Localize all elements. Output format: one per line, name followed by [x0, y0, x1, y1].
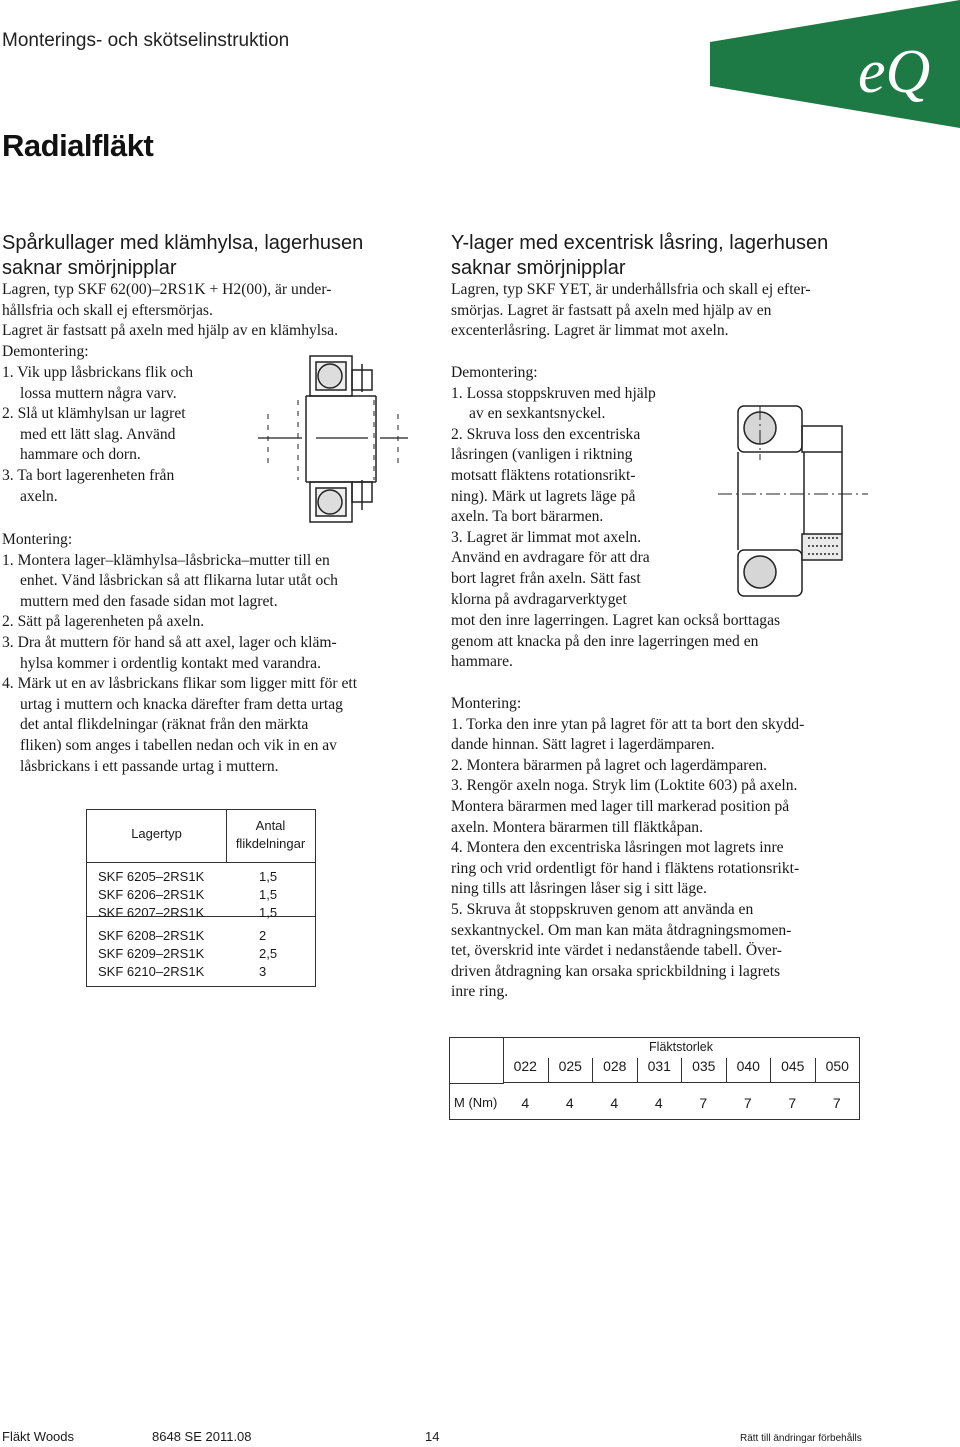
- table-row: SKF 6208–2RS1K: [98, 928, 205, 943]
- footer-page-number: 14: [425, 1429, 440, 1444]
- right-demontering-step-3-continued: mot den inre lagerringen. Lagret kan också borttagas genom att knacka på den inre lagerringen med en hammare.: [451, 612, 781, 671]
- left-intro: Lagren, typ SKF 62(00)–2RS1K + H2(00), är under- hållsfria och skall ej eftersmörjas. Lagret är fastsatt på axeln med hjälp av en klämhylsa. Demontering:: [2, 280, 422, 362]
- torque-table-corner: [450, 1038, 504, 1084]
- right-montering-step-4: 4. Montera den excentriska låsringen mot lagrets inre ring och vrid ordentligt för hand i fläktens rotationsrikt- ning tills att låsringen låser sig i sitt läge.: [451, 839, 800, 898]
- lagertyp-table: [86, 809, 316, 987]
- torque-size-045: 045: [770, 1058, 815, 1082]
- torque-size-040: 040: [726, 1058, 771, 1082]
- torque-size-031: 031: [637, 1058, 682, 1082]
- left-montering-step-1: 1. Montera lager–klämhylsa–låsbricka–mutter till en enhet. Vänd låsbrickan så att flikarna lutar utåt och muttern med den fasade sidan mot lagret.: [2, 551, 338, 610]
- torque-table: [449, 1037, 860, 1120]
- torque-value-040: 7: [743, 1095, 752, 1111]
- header-title: Monterings- och skötselinstruktion: [2, 30, 290, 51]
- torque-value-022: 4: [521, 1095, 530, 1111]
- left-demontering-step-1: 1. Vik upp låsbrickans flik och lossa muttern några varv.: [2, 364, 194, 402]
- footer-company: Fläkt Woods: [2, 1429, 75, 1444]
- table-row: SKF 6205–2RS1K: [98, 869, 205, 884]
- torque-value-035: 7: [699, 1095, 708, 1111]
- right-section-heading: [451, 231, 871, 281]
- table-group2-types: [98, 927, 204, 981]
- left-montering-step-2: 2. Sätt på lagerenheten på axeln.: [2, 613, 205, 631]
- eq-logo: [710, 0, 960, 128]
- left-heading-line: saknar smörjnipplar: [2, 257, 177, 279]
- table-header-lagertyp: Lagertyp: [131, 826, 182, 841]
- right-heading-line: Y-lager med excentrisk låsring, lagerhusen: [451, 232, 829, 254]
- right-montering-step-1: 1. Torka den inre ytan på lagret för att ta bort den skydd- dande hinnan. Sätt lagret i lagerdämparen.: [451, 715, 805, 754]
- right-heading-line: saknar smörjnipplar: [451, 257, 626, 279]
- right-demontering-label: Demontering:: [451, 364, 538, 381]
- table-header-antal: Antal flikdelningar: [235, 818, 306, 851]
- left-montering-step-3: 3. Dra åt muttern för hand så att axel, lager och kläm- hylsa kommer i ordentlig kontakt med varandra.: [2, 633, 337, 672]
- left-section-heading: [2, 231, 422, 281]
- left-montering: [2, 530, 422, 777]
- right-montering-label: Montering:: [451, 695, 522, 712]
- torque-value-045: 7: [788, 1095, 797, 1111]
- right-montering-step-2: 2. Montera bärarmen på lagret och lagerdämparen.: [451, 756, 768, 774]
- torque-value-028: 4: [610, 1095, 619, 1111]
- table-row: SKF 6209–2RS1K: [98, 946, 205, 961]
- table-row: SKF 6207–2RS1K: [98, 905, 205, 920]
- table-row: SKF 6206–2RS1K: [98, 887, 205, 902]
- table-group2-values: 2 2,5 3: [259, 928, 278, 979]
- torque-row-label: M (Nm): [454, 1095, 498, 1110]
- right-demontering-step-3: 3. Lagret är limmat mot axeln. Använd en avdragare för att dra bort lagret från axeln. Sätt fast klorna på avdragarverktyget: [451, 528, 650, 608]
- torque-size-050: 050: [815, 1058, 860, 1082]
- right-montering-step-3: 3. Rengör axeln noga. Stryk lim (Loktite 603) på axeln. Montera bärarmen med lager till markerad position på axeln. Montera bärarmen till fläktkåpan.: [451, 777, 798, 836]
- footer-disclaimer: Rätt till ändringar förbehålls: [740, 1433, 862, 1444]
- footer-doc-id: 8648 SE 2011.08: [152, 1429, 252, 1444]
- table-group1-values: 1,5 1,5 1,5: [259, 869, 278, 920]
- torque-size-025: 025: [548, 1058, 593, 1082]
- torque-value-050: 7: [832, 1095, 841, 1111]
- right-montering: [451, 694, 857, 1003]
- left-montering-label: Montering:: [2, 531, 73, 548]
- table-group1-types: [98, 868, 204, 922]
- torque-value-025: 4: [565, 1095, 574, 1111]
- left-demontering-steps: [2, 363, 234, 507]
- page-title: Radialfläkt: [2, 128, 154, 163]
- right-demontering: [451, 363, 691, 610]
- right-intro: Lagren, typ SKF YET, är underhållsfria och skall ej efter- smörjas. Lagret är fastsatt på axeln med hjälp av en excenterlåsring. Lagret är limmat mot axeln.: [451, 281, 811, 340]
- torque-size-035: 035: [681, 1058, 726, 1082]
- torque-size-028: 028: [592, 1058, 637, 1082]
- logo-text: eQ: [858, 38, 931, 106]
- y-bearing-eccentric-ring-drawing: [718, 400, 868, 605]
- torque-value-031: 4: [654, 1095, 663, 1111]
- left-heading-line: Spårkullager med klämhylsa, lagerhusen: [2, 232, 364, 254]
- left-demontering-step-3: 3. Ta bort lagerenheten från axeln.: [2, 466, 175, 505]
- torque-size-022: 022: [513, 1058, 537, 1074]
- bearing-adapter-sleeve-drawing: [258, 350, 408, 525]
- right-montering-step-5: 5. Skruva åt stoppskruven genom att använda en sexkantnyckel. Om man kan mäta åtdragningsmomen- tet, överskrid inte värdet i nedanstående tabell. Över- driven åtdragning kan orsaka sprickbildning i lagrets inre ring.: [451, 900, 792, 1001]
- right-demontering-step-1: 1. Lossa stoppskruven med hjälp av en sexkantsnyckel.: [451, 384, 656, 423]
- left-demontering-step-2: 2. Slå ut klämhylsan ur lagret med ett lätt slag. Använd hammare och dorn.: [2, 405, 186, 464]
- torque-table-header-line: [503, 1082, 859, 1083]
- left-montering-step-4: 4. Märk ut en av låsbrickans flikar som ligger mitt för ett urtag i muttern och knacka därefter fram detta urtag det antal flikdelningar (räknat från den märkta fliken) som anges i tabellen nedan och vik in en av låsbrickans i ett passande urtag i muttern.: [2, 675, 358, 775]
- left-demontering-label: Demontering:: [2, 342, 89, 360]
- table-row: SKF 6210–2RS1K: [98, 964, 205, 979]
- torque-table-title: Fläktstorlek: [649, 1040, 713, 1054]
- right-demontering-step-2: 2. Skruva loss den excentriska låsringen (vanligen i riktning motsatt fläktens rotationsrikt- ning). Märk ut lagrets läge på axeln. Ta bort bärarmen.: [451, 425, 641, 526]
